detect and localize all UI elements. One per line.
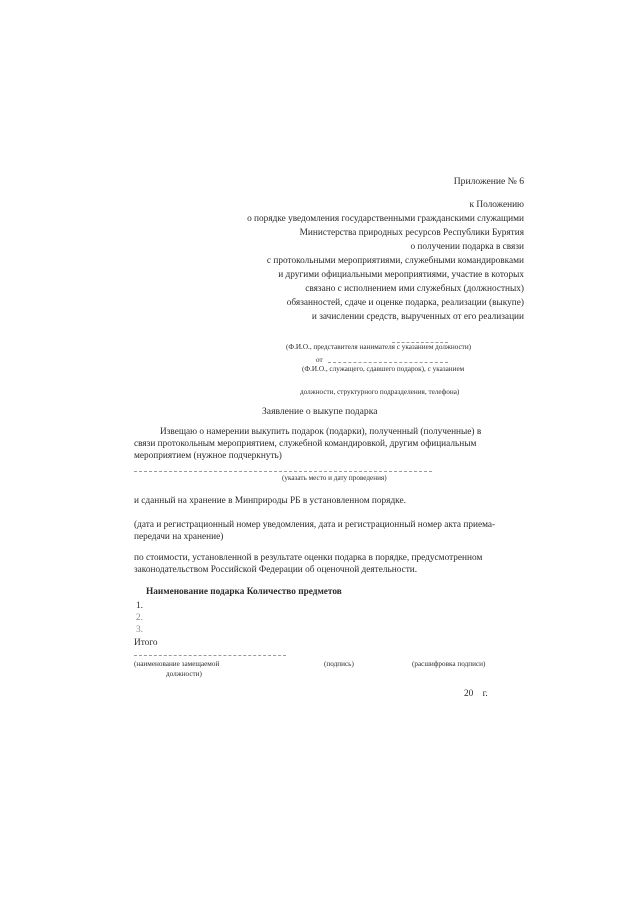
appendix-line: Министерства природных ресурсов Республики Бурятия bbox=[299, 228, 524, 238]
appendix-line: и другими официальными мероприятиями, участие в которых bbox=[278, 270, 524, 280]
appendix-line: с протокольными мероприятиями, служебными командировками bbox=[266, 256, 524, 266]
addressee-caption-1: (Ф.И.О., представителя нанимателя с указанием должности) bbox=[286, 343, 472, 351]
table-header: Наименование подарка Количество предметов bbox=[146, 587, 342, 597]
body-line: связи протокольным мероприятием, служебной командировкой, другим официальным bbox=[134, 439, 477, 449]
body-line: Извещаю о намерении выкупить подарок (подарки), полученный (полученные) в bbox=[160, 427, 482, 437]
appendix-line: о получении подарка в связи bbox=[410, 242, 524, 252]
table-row: 2. bbox=[136, 613, 143, 623]
addressee-from: от bbox=[316, 356, 323, 364]
addressee-caption-2: (Ф.И.О., служащего, сдавшего подарок), с указанием bbox=[302, 365, 465, 373]
table-row: 1. bbox=[136, 601, 143, 611]
document-heading: Заявление о выкупе подарка bbox=[262, 406, 378, 417]
sign-caption: (подпись) bbox=[324, 660, 354, 668]
appendix-line: обязанностей, сдаче и оценке подарка, реализации (выкупе) bbox=[286, 298, 524, 308]
body-line: и сданный на хранение в Минприроды РБ в установленном порядке. bbox=[134, 496, 406, 506]
appendix-line: к Положению bbox=[469, 200, 524, 210]
appendix-title: Приложение № 6 bbox=[453, 176, 524, 187]
appendix-line: и зачислении средств, вырученных от его реализации bbox=[311, 312, 524, 322]
appendix-line: о порядке уведомления государственными гражданскими служащими bbox=[247, 214, 524, 224]
body-line: мероприятием (нужное подчеркнуть) bbox=[134, 451, 282, 461]
body-line: по стоимости, установленной в результате оценки подарка в порядке, предусмотренном bbox=[134, 553, 483, 563]
body-line: передачи на хранение) bbox=[134, 532, 224, 542]
body-line: (дата и регистрационный номер уведомления, дата и регистрационный номер акта приема- bbox=[134, 520, 496, 530]
appendix-line: связано с исполнением ими служебных (должностных) bbox=[305, 284, 524, 294]
table-total: Итого bbox=[134, 638, 158, 648]
decode-caption: (расшифровка подписи) bbox=[412, 660, 486, 668]
position-caption: (наименование замещаемой bbox=[134, 660, 220, 668]
caption-place-date: (указать место и дату проведения) bbox=[282, 474, 387, 482]
position-caption: должности) bbox=[166, 670, 202, 678]
body-line: законодательством Российской Федерации об оценочной деятельности. bbox=[134, 565, 418, 575]
addressee-caption-3: должности, структурного подразделения, телефона) bbox=[300, 388, 460, 396]
signature-line bbox=[134, 655, 286, 656]
document-date: 20 г. bbox=[464, 689, 488, 699]
table-row: 3. bbox=[136, 625, 143, 635]
